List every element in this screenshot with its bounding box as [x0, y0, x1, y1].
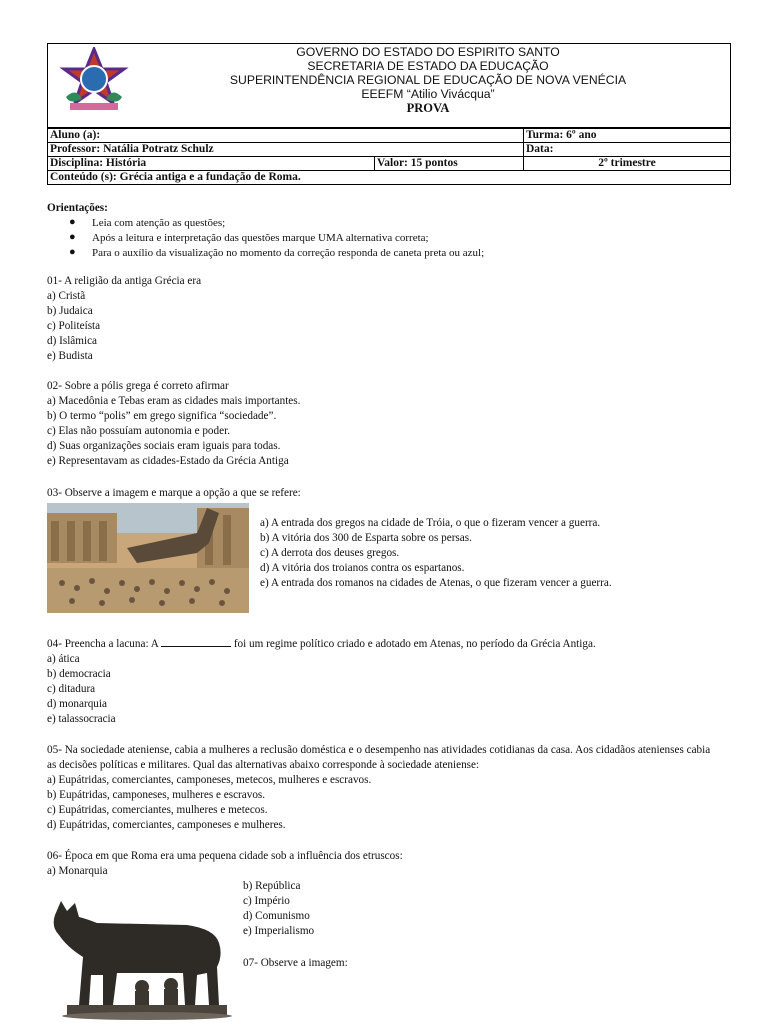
question-3: 03- Observe a imagem e marque a opção a que se refere: [47, 487, 301, 499]
header-text [132, 45, 724, 115]
question-6: 06- Época em que Roma era uma pequena cidade sob a influência dos etruscos: [47, 850, 403, 862]
q2-option-c[interactable]: c) Elas não possuíam autonomia e poder. [47, 425, 230, 437]
q5-option-b[interactable]: b) Eupátridas, camponeses, mulheres e escravos. [47, 789, 266, 801]
q4-blank[interactable] [161, 637, 231, 647]
student-name-field[interactable]: Aluno (a): [48, 129, 524, 143]
header-line-1: GOVERNO DO ESTADO DO ESPIRITO SANTO [296, 45, 560, 59]
bullet-icon: ● [69, 231, 76, 243]
q6-option-a[interactable]: a) Monarquia [47, 865, 108, 877]
q4-option-a[interactable]: a) ática [47, 653, 80, 665]
question-4 [47, 637, 596, 652]
q6-option-b[interactable]: b) República [243, 880, 301, 892]
instruction-item: Após a leitura e interpretação das questões marque UMA alternativa correta; [92, 232, 429, 244]
instructions-title: Orientações: [47, 202, 108, 214]
q1-option-d[interactable]: d) Islâmica [47, 335, 98, 347]
q2-option-d[interactable]: d) Suas organizações sociais eram iguais para todas. [47, 440, 281, 452]
q4-option-c[interactable]: c) ditadura [47, 683, 96, 695]
q6-option-e[interactable]: e) Imperialismo [243, 925, 315, 937]
trimester-field: 2º trimestre [524, 157, 731, 171]
q1-option-c[interactable]: c) Politeísta [47, 320, 101, 332]
exam-header [47, 43, 731, 128]
question-5: 05- Na sociedade ateniense, cabia a mulheres a reclusão doméstica e o desempenho nas atividades cotidianas da casa. Aos cidadãos atenienses cabia as decisões políticas e militares. Qual das alternativas abaixo corresponde à sociedade ateniense: [47, 744, 711, 771]
q1-option-a[interactable]: a) Cristã [47, 290, 86, 302]
class-field: Turma: 6º ano [524, 129, 731, 143]
points-field: Valor: 15 pontos [375, 157, 524, 171]
bullet-icon: ● [69, 216, 76, 228]
q3-option-c[interactable]: c) A derrota dos deuses gregos. [260, 547, 400, 559]
q1-option-b[interactable]: b) Judaica [47, 305, 93, 317]
q3-option-d[interactable]: d) A vitória dos troianos contra os espartanos. [260, 562, 465, 574]
q4-question-end: foi um regime político criado e adotado em Atenas, no período da Grécia Antiga. [233, 638, 596, 650]
question-7: 07- Observe a imagem: [243, 957, 348, 969]
capitoline-wolf-image [47, 895, 232, 1020]
instruction-item: Para o auxílio da visualização no momento da correção responda de caneta preta ou azul; [92, 247, 485, 259]
q4-option-b[interactable]: b) democracia [47, 668, 111, 680]
q5-option-c[interactable]: c) Eupátridas, comerciantes, mulheres e metecos. [47, 804, 268, 816]
question-2: 02- Sobre a pólis grega é correto afirmar [47, 380, 229, 392]
q3-option-e[interactable]: e) A entrada dos romanos na cidades de Atenas, o que fizeram vencer a guerra. [260, 577, 612, 589]
teacher-field: Professor: Natália Potratz Schulz [48, 143, 524, 157]
q4-option-d[interactable]: d) monarquia [47, 698, 107, 710]
bullet-icon: ● [69, 246, 76, 258]
instruction-item: Leia com atenção as questões; [92, 217, 226, 229]
q2-option-b[interactable]: b) O termo “polis” em grego significa “sociedade”. [47, 410, 277, 422]
q2-option-e[interactable]: e) Representavam as cidades-Estado da Grécia Antiga [47, 455, 289, 467]
date-field[interactable]: Data: [524, 143, 731, 157]
q5-option-d[interactable]: d) Eupátridas, comerciantes, camponeses e mulheres. [47, 819, 286, 831]
q4-option-e[interactable]: e) talassocracia [47, 713, 116, 725]
q6-option-d[interactable]: d) Comunismo [243, 910, 310, 922]
header-line-3: SUPERINTENDÊNCIA REGIONAL DE EDUCAÇÃO DE NOVA VENÉCIA [229, 73, 627, 87]
exam-title: PROVA [406, 101, 450, 115]
q6-option-c[interactable]: c) Império [243, 895, 290, 907]
q3-option-a[interactable]: a) A entrada dos gregos na cidade de Tróia, o que o fizeram vencer a guerra. [260, 517, 601, 529]
trojan-horse-image [47, 503, 249, 613]
content-field: Conteúdo (s): Grécia antiga e a fundação de Roma. [48, 171, 731, 185]
student-info-table [47, 128, 731, 185]
subject-field: Disciplina: História [48, 157, 375, 171]
question-1: 01- A religião da antiga Grécia era [47, 275, 202, 287]
q2-option-a[interactable]: a) Macedônia e Tebas eram as cidades mais importantes. [47, 395, 301, 407]
header-line-2: SECRETARIA DE ESTADO DA EDUCAÇÃO [307, 59, 549, 73]
q4-question-start: 04- Preencha a lacuna: A [47, 638, 159, 650]
header-line-4: EEEFM “Atilio Vivácqua” [361, 87, 495, 101]
q5-option-a[interactable]: a) Eupátridas, comerciantes, camponeses, metecos, mulheres e escravos. [47, 774, 372, 786]
q1-option-e[interactable]: e) Budista [47, 350, 93, 362]
state-crest-logo [56, 47, 132, 113]
q3-option-b[interactable]: b) A vitória dos 300 de Esparta sobre os persas. [260, 532, 472, 544]
